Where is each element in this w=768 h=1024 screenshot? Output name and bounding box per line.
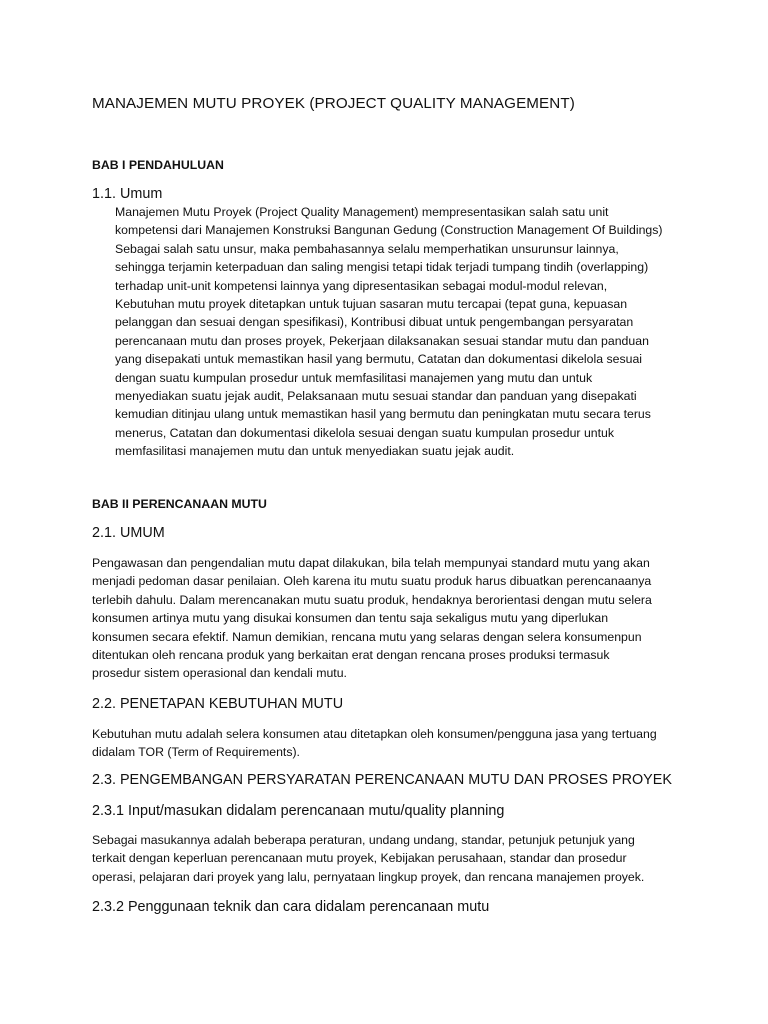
paragraph-line: Sebagai salah satu unsur, maka pembahasannya selalu memperhatikan unsurunsur lainnya, (115, 241, 619, 256)
paragraph-line: kemudian ditinjau ulang untuk memastikan hasil yang bermutu dan peningkatan mutu secara terus (115, 407, 651, 422)
section-title-2-1: 2.1. UMUM (92, 525, 165, 541)
section-2-1-body (92, 554, 692, 683)
paragraph-line: konsumen artinya mutu yang disukai konsumen dan tentu saja sekaligus mutu yang diperlukan (92, 611, 609, 626)
paragraph-line: prosedur sistem operasional dan kendali mutu. (92, 666, 347, 681)
paragraph-line: memfasilitasi manajemen mutu dan untuk menyediakan suatu jejak audit. (115, 444, 515, 459)
section-1-1-body (115, 203, 695, 461)
paragraph-line: terkait dengan keperluan perencanaan mutu proyek, Kebijakan perusahaan, standar dan prosedur (92, 851, 627, 866)
paragraph-line: perencanaan mutu dan proses proyek, Pekerjaan dilaksanakan sesuai standar mutu dan panduan (115, 333, 649, 348)
section-2-3-1-body (92, 831, 692, 886)
paragraph-line: sehingga terjamin keterpaduan dan saling mengisi tetapi tidak terjadi tumpang tindih (overlapping) (115, 260, 649, 275)
paragraph-line: Manajemen Mutu Proyek (Project Quality Management) mempresentasikan salah satu unit (115, 205, 609, 219)
section-title-2-3: 2.3. PENGEMBANGAN PERSYARATAN PERENCANAAN MUTU DAN PROSES PROYEK (92, 772, 672, 788)
paragraph-line: Sebagai masukannya adalah beberapa peraturan, undang undang, standar, petunjuk petunjuk yang (92, 833, 635, 847)
paragraph-line: Kebutuhan mutu adalah selera konsumen atau ditetapkan oleh konsumen/pengguna jasa yang tertuang (92, 727, 657, 741)
document-title: MANAJEMEN MUTU PROYEK (PROJECT QUALITY MANAGEMENT) (92, 95, 575, 112)
chapter-heading-bab2: BAB II PERENCANAAN MUTU (92, 497, 267, 511)
paragraph-line: menyediakan suatu jejak audit, Pelaksanaan mutu sesuai standar dan panduan yang disepakati (115, 389, 637, 404)
paragraph-line: menerus, Catatan dan dokumentasi dikelola sesuai dengan suatu kumpulan prosedur untuk (115, 425, 615, 440)
paragraph-line: dengan suatu kumpulan prosedur untuk memfasilitasi manajemen yang mutu dan untuk (115, 370, 593, 385)
paragraph-line: yang disepakati untuk memastikan hasil yang bermutu, Catatan dan dokumentasi dikelola sesuai (115, 352, 643, 367)
section-2-2-body (92, 725, 692, 762)
paragraph-line: terhadap unit-unit kompetensi lainnya yang dipresentasikan sebagai modul-modul relevan, (115, 278, 608, 293)
section-title-2-3-2: 2.3.2 Penggunaan teknik dan cara didalam perencanaan mutu (92, 899, 490, 915)
paragraph-line: didalam TOR (Term of Requirements). (92, 745, 300, 760)
chapter-heading-bab1: BAB I PENDAHULUAN (92, 158, 224, 172)
section-title-2-2: 2.2. PENETAPAN KEBUTUHAN MUTU (92, 696, 344, 712)
paragraph-line: menjadi pedoman dasar penilaian. Oleh karena itu mutu suatu produk harus dibuatkan perencanaanya (92, 574, 652, 589)
paragraph-line: Pengawasan dan pengendalian mutu dapat dilakukan, bila telah mempunyai standard mutu yang akan (92, 556, 650, 570)
paragraph-line: kompetensi dari Manajemen Konstruksi Bangunan Gedung (Construction Management Of Buildings) (115, 223, 663, 238)
paragraph-line: pelanggan dan sesuai dengan spesifikasi), Kontribusi dibuat untuk pengembangan persyaratan (115, 315, 634, 330)
section-title-2-3-1: 2.3.1 Input/masukan didalam perencanaan mutu/quality planning (92, 803, 505, 819)
section-title-1-1: 1.1. Umum (92, 186, 163, 202)
paragraph-line: ditentukan oleh rencana produk yang berkaitan erat dengan rencana proses produksi termasuk (92, 648, 610, 663)
paragraph-line: Kebutuhan mutu proyek ditetapkan untuk tujuan sasaran mutu tercapai (tepat guna, kepuasan (115, 297, 628, 312)
paragraph-line: operasi, pelajaran dari proyek yang lalu, pernyataan lingkup proyek, dan rencana manajemen proyek. (92, 869, 645, 884)
paragraph-line: terlebih dahulu. Dalam merencanakan mutu suatu produk, hendaknya berorientasi dengan mutu selera (92, 592, 652, 607)
paragraph-line: konsumen secara efektif. Namun demikian, rencana mutu yang selaras dengan selera konsumenpun (92, 629, 642, 644)
